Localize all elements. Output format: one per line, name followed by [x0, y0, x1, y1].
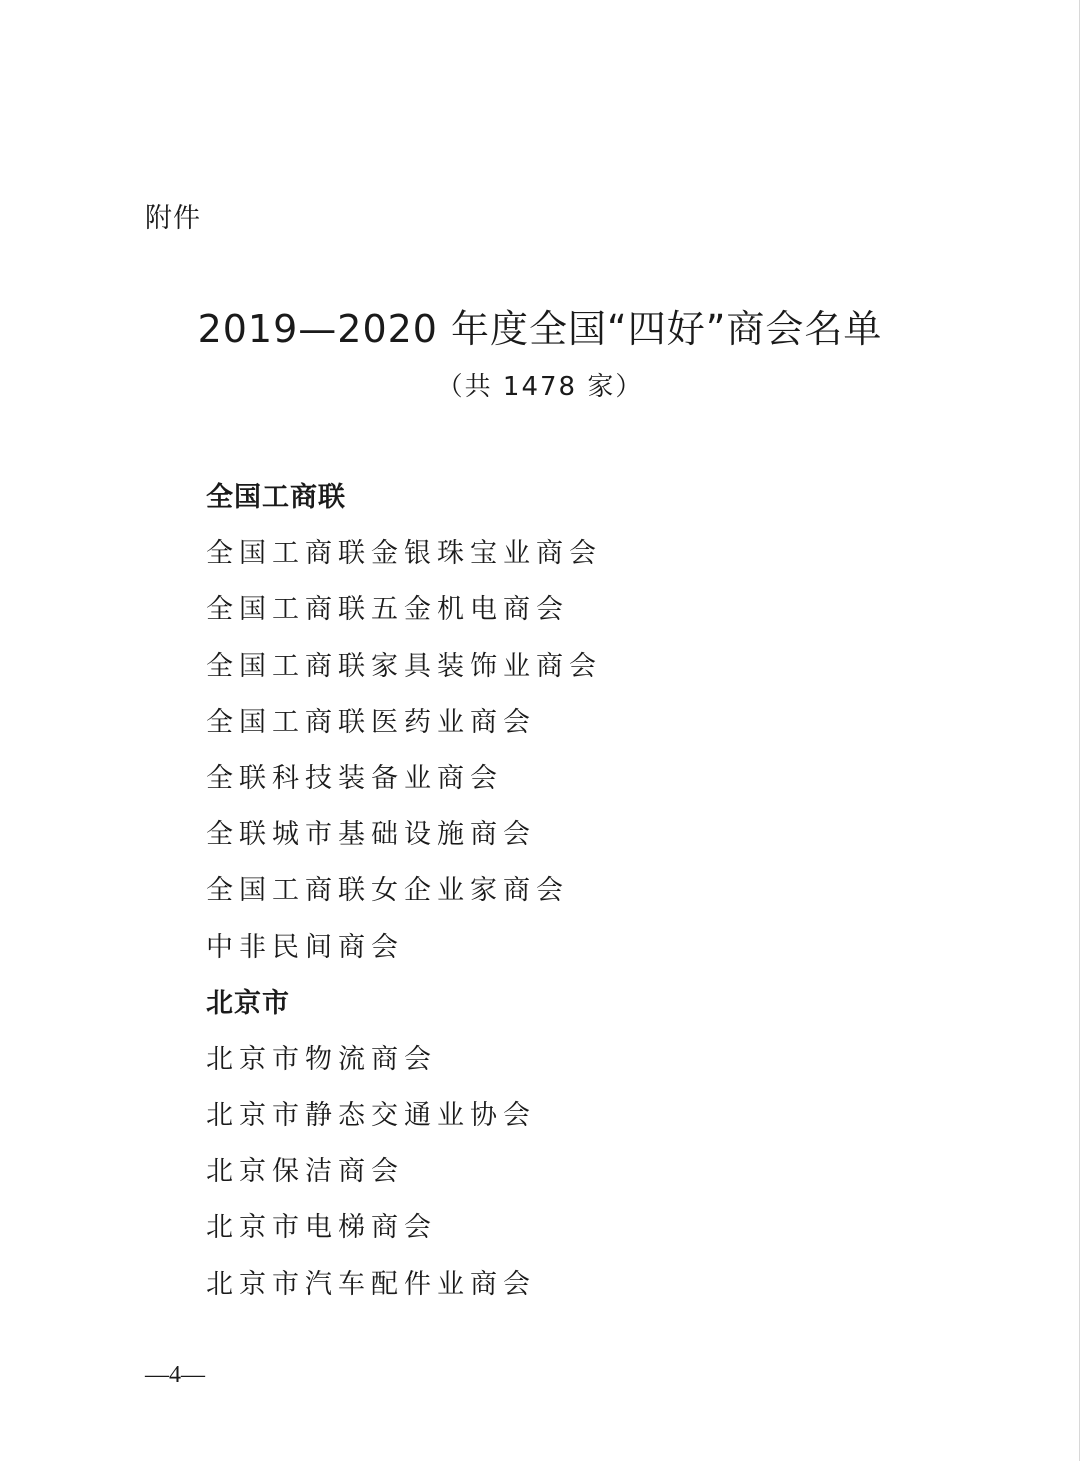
list-item: 全国工商联家具装饰业商会	[206, 650, 602, 682]
list-item: 全联科技装备业商会	[206, 762, 503, 794]
list-item: 北京市汽车配件业商会	[206, 1268, 536, 1300]
list-item: 北京保洁商会	[206, 1156, 404, 1188]
list-item: 全国工商联五金机电商会	[206, 594, 569, 626]
chamber-list	[206, 476, 602, 1319]
list-item: 全国工商联金银珠宝业商会	[206, 538, 602, 570]
section-heading-national: 全国工商联	[206, 482, 346, 513]
list-item: 北京市静态交通业协会	[206, 1100, 536, 1132]
section-heading-beijing: 北京市	[206, 987, 290, 1019]
list-item: 北京市电梯商会	[206, 1212, 437, 1244]
page-number: —4—	[145, 1362, 205, 1388]
list-item: 全国工商联女企业家商会	[206, 875, 569, 907]
list-item: 北京市物流商会	[206, 1043, 437, 1075]
document-title: 2019—2020 年度全国“四好”商会名单	[197, 307, 883, 351]
list-item: 中非民间商会	[206, 931, 404, 963]
document-subtitle: （共 1478 家）	[436, 372, 644, 402]
list-item: 全国工商联医药业商会	[206, 706, 536, 738]
list-item: 全联城市基础设施商会	[206, 819, 536, 851]
attachment-label: 附件	[145, 203, 201, 234]
